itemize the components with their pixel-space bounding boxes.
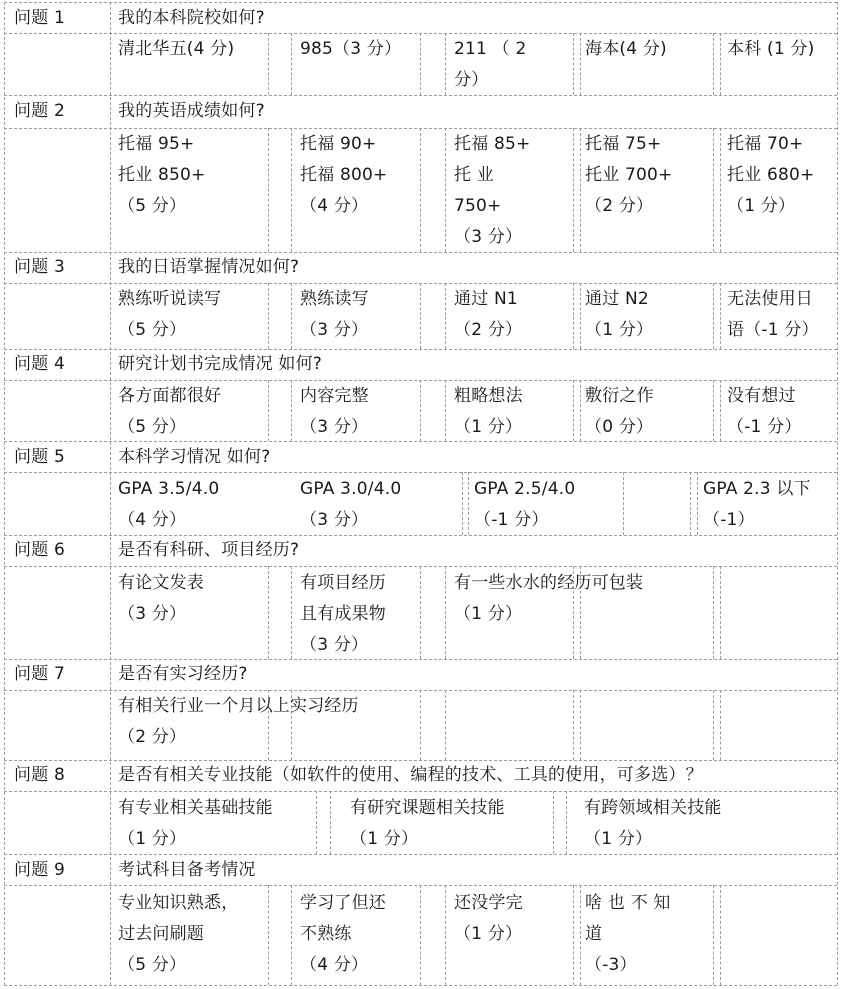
grid-line (268, 128, 269, 252)
question-text-8: 是否有相关专业技能（如软件的使用、编程的技术、工具的使用，可多选）？ (118, 765, 703, 785)
question-text-2: 我的英语成绩如何? (118, 101, 265, 121)
grid-line (580, 283, 581, 349)
option-5-2: GPA 3.0/4.0 （3 分） (300, 479, 402, 530)
question-label-7: 问题 7 (14, 664, 66, 684)
grid-line (268, 283, 269, 349)
option-2-3: 托福 85+ 托 业 750+ （3 分） (454, 134, 531, 247)
option-9-1: 专业知识熟悉， 过去问刷题 （5 分） (118, 893, 239, 975)
option-1-4: 海本(4 分) (585, 39, 667, 59)
option-5-5: GPA 2.3 以下 （-1） (703, 479, 811, 530)
question-label-1: 问题 1 (14, 8, 66, 28)
grid-line (553, 791, 554, 854)
grid-line (445, 128, 446, 252)
option-4-5: 没有想过 （-1 分） (727, 386, 802, 437)
grid-line (713, 885, 714, 985)
option-6-1: 有论文发表 （3 分） (118, 573, 204, 624)
question-text-6: 是否有科研、项目经历? (118, 540, 300, 560)
question-text-4: 研究计划书完成情况 如何? (118, 354, 323, 374)
question-label-3: 问题 3 (14, 257, 66, 277)
option-8-2: 有研究课题相关技能 （1 分） (350, 798, 505, 849)
grid-line (720, 128, 721, 252)
grid-line (720, 566, 721, 659)
grid-line (720, 690, 721, 760)
grid-line (110, 2, 111, 985)
grid-line (713, 33, 714, 95)
question-text-1: 我的本科院校如何? (118, 8, 265, 28)
question-label-9: 问题 9 (14, 860, 66, 880)
option-5-3: GPA 2.5/4.0 （-1 分） (474, 479, 576, 530)
grid-line (566, 791, 567, 854)
grid-line (580, 33, 581, 95)
grid-line (291, 566, 292, 659)
option-7-1: 有相关行业一个月以上实习经历 （2 分） (118, 696, 359, 747)
option-1-5: 本科 (1 分) (727, 39, 815, 59)
option-8-1: 有专业相关基础技能 （1 分） (118, 798, 273, 849)
option-8-3: 有跨领域相关技能 （1 分） (584, 798, 722, 849)
grid-line (697, 472, 698, 535)
option-2-4: 托福 75+ 托业 700+ （2 分） (585, 134, 673, 216)
grid-line (580, 885, 581, 985)
grid-line (420, 885, 421, 985)
option-1-1: 清北华五(4 分) (118, 39, 235, 59)
question-text-9: 考试科目备考情况 (118, 860, 256, 880)
grid-line (690, 472, 691, 535)
grid-line (291, 33, 292, 95)
grid-line (291, 380, 292, 441)
option-1-3: 211 （ 2 分） (454, 39, 527, 90)
question-label-5: 问题 5 (14, 447, 66, 467)
grid-line (445, 885, 446, 985)
option-4-2: 内容完整 （3 分） (300, 386, 369, 437)
option-4-4: 敷衍之作 （0 分） (585, 386, 654, 437)
option-4-1: 各方面都很好 （5 分） (118, 386, 222, 437)
grid-line (291, 885, 292, 985)
grid-line (580, 128, 581, 252)
question-text-3: 我的日语掌握情况如何? (118, 257, 300, 277)
grid-line (580, 690, 581, 760)
option-5-1: GPA 3.5/4.0 （4 分） (118, 479, 220, 530)
option-9-2: 学习了但还 不熟练 （4 分） (300, 893, 386, 975)
grid-line (713, 283, 714, 349)
grid-line (316, 791, 317, 854)
grid-line (573, 283, 574, 349)
grid-line (420, 380, 421, 441)
grid-line (580, 380, 581, 441)
grid-line (468, 472, 469, 535)
question-label-4: 问题 4 (14, 354, 66, 374)
grid-line (713, 690, 714, 760)
grid-line (268, 566, 269, 659)
option-6-2: 有项目经历 且有成果物 （3 分） (300, 573, 386, 655)
grid-line (268, 380, 269, 441)
option-3-5: 无法使用日 语（-1 分） (727, 289, 819, 340)
grid-line (420, 690, 421, 760)
grid-line (713, 128, 714, 252)
grid-line (420, 283, 421, 349)
question-text-7: 是否有实习经历? (118, 664, 248, 684)
grid-line (713, 566, 714, 659)
grid-line (420, 566, 421, 659)
grid-line (268, 885, 269, 985)
question-label-6: 问题 6 (14, 540, 66, 560)
grid-line (713, 380, 714, 441)
option-3-3: 通过 N1 （2 分） (454, 289, 523, 340)
option-9-4: 啥 也 不 知 道 （-3） (585, 893, 671, 975)
option-9-3: 还没学完 （1 分） (454, 893, 523, 944)
grid-line (330, 791, 331, 854)
question-label-8: 问题 8 (14, 765, 66, 785)
grid-line (268, 33, 269, 95)
grid-line (462, 472, 463, 535)
grid-line (837, 2, 838, 985)
option-2-5: 托福 70+ 托业 680+ （1 分） (727, 134, 815, 216)
grid-line (720, 33, 721, 95)
grid-line (573, 33, 574, 95)
option-3-4: 通过 N2 （1 分） (585, 289, 654, 340)
grid-line (4, 2, 5, 985)
option-1-2: 985（3 分） (300, 39, 402, 59)
grid-line (573, 885, 574, 985)
grid-line (445, 690, 446, 760)
option-2-1: 托福 95+ 托业 850+ （5 分） (118, 134, 206, 216)
option-6-3: 有一些水水的经历可包装 （1 分） (454, 573, 644, 624)
question-label-2: 问题 2 (14, 101, 66, 121)
grid-line (4, 985, 837, 986)
option-4-3: 粗略想法 （1 分） (454, 386, 523, 437)
grid-line (420, 33, 421, 95)
option-3-2: 熟练读写 （3 分） (300, 289, 369, 340)
grid-line (291, 128, 292, 252)
grid-line (720, 380, 721, 441)
option-2-2: 托福 90+ 托福 800+ （4 分） (300, 134, 388, 216)
grid-line (623, 472, 624, 535)
grid-line (445, 283, 446, 349)
grid-line (445, 33, 446, 95)
grid-line (445, 566, 446, 659)
grid-line (420, 128, 421, 252)
grid-line (573, 128, 574, 252)
grid-line (4, 791, 837, 792)
question-text-5: 本科学习情况 如何? (118, 447, 271, 467)
grid-line (720, 885, 721, 985)
grid-line (445, 380, 446, 441)
option-3-1: 熟练听说读写 （5 分） (118, 289, 222, 340)
grid-line (720, 283, 721, 349)
grid-line (573, 690, 574, 760)
grid-line (573, 380, 574, 441)
grid-line (291, 283, 292, 349)
